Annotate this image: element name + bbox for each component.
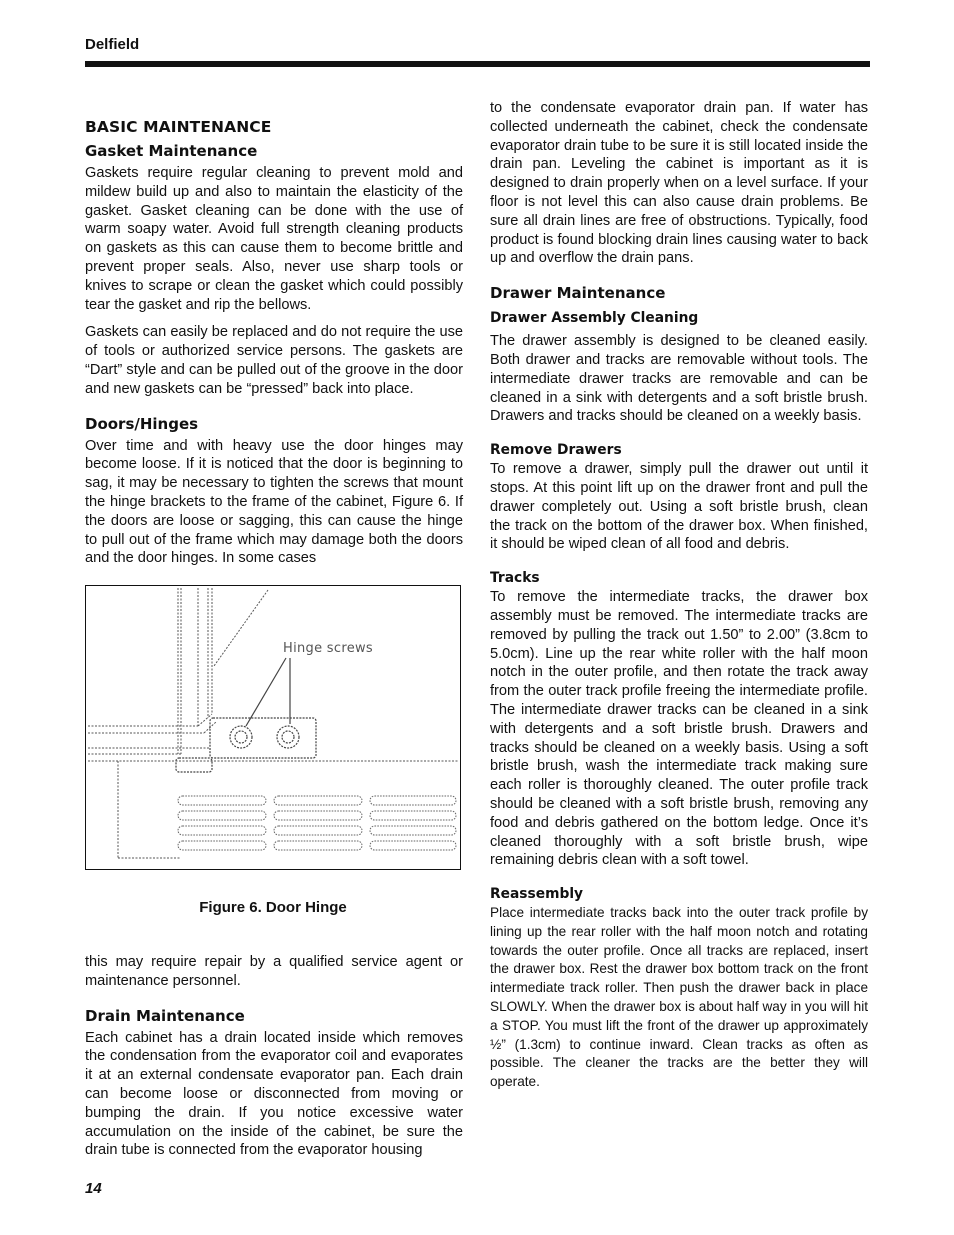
drawer-assembly-paragraph: The drawer assembly is designed to be cleaned easily. Both drawer and tracks are removable without tools. The intermediate drawer tracks are removable and can be cleaned in a sink with detergents and a soft bristle brush. Drawers and tracks should be cleaned on a weekly basis. <box>490 333 868 425</box>
header-rule <box>85 61 870 67</box>
hinge-screws-label: Hinge screws <box>283 641 373 656</box>
reassembly-paragraph: Place intermediate tracks back into the outer track profile by lining up the rear roller with the half moon notch and rotating towards the outer profile. Once all tracks are replaced, insert the drawer box. Rest the drawer box bottom track on the front intermediate track roller. Then push the drawer back in place SLOWLY. When the drawer box is about half way in you will hit a STOP. You must lift the front of the drawer up approximately ½” (1.3cm) to continue inward. Clean tracks as often as possible. The cleaner the tracks are the better they will operate. <box>490 905 868 1090</box>
tracks-paragraph: To remove the intermediate tracks, the drawer box assembly must be removed. The intermediate tracks are removed by pulling the track out 1.50” to 2.00” (3.8cm to 5.0cm). Line up the rear white roller with the half moon notch in the outer profile, and then rotate the track away from the outer track profile freeing the intermediate profile. The intermediate drawer tracks can be cleaned in a sink with detergents and a soft bristle brush. Drawers and tracks should be cleaned on a weekly basis. Using a soft bristle brush, wash the intermediate track making sure each roller is thoroughly cleaned. The outer profile track should be cleaned with a soft bristle brush, removing any food and debris gathered on the bottom ledge. Once it’s cleaned thoroughly with a soft bristle brush, wipe remaining debris clean with a soft towel. <box>490 589 868 869</box>
tracks-heading: Tracks <box>490 570 540 587</box>
header-brand: Delfield <box>85 36 140 53</box>
doors-paragraph-1: Over time and with heavy use the door hinges may become loose. If it is noticed that the door is beginning to sag, it may be necessary to tighten the screws that mount the hinge brackets to the frame of the cabinet, Figure 6. If the doors are loose or sagging, this can cause the hinge to pull out of the frame which may damage both the doors and the door hinges. In some cases <box>85 437 463 567</box>
drawer-assembly-heading: Drawer Assembly Cleaning <box>490 310 699 327</box>
drawer-heading: Drawer Maintenance <box>490 284 666 303</box>
figure-caption: Figure 6. Door Hinge <box>199 899 347 916</box>
left-column-bottom <box>85 953 463 1160</box>
drain-paragraph: Each cabinet has a drain located inside which removes the condensation from the evaporator coil and evaporates it at an external condensate evaporator pan. Each drain can become loose or disconnected from moving or bumping the drain. If you notice excessive water accumulation on the inside of the cabinet, be sure the drain tube is connected from the evaporator housing <box>85 1029 463 1159</box>
drain-heading: Drain Maintenance <box>85 1006 245 1025</box>
remove-drawers-heading: Remove Drawers <box>490 442 622 459</box>
doors-paragraph-2: this may require repair by a qualified service agent or maintenance personnel. <box>85 954 463 989</box>
right-column <box>490 99 868 1092</box>
remove-drawers-paragraph: To remove a drawer, simply pull the drawer out until it stops. At this point lift up on the drawer front and pull the drawer completely out. Using a soft bristle brush, clean the track on the bottom of the drawer box. When finished, it should be wiped clean of all food and debris. <box>490 461 868 553</box>
gasket-heading: Gasket Maintenance <box>85 142 258 160</box>
reassembly-heading: Reassembly <box>490 886 584 903</box>
doors-heading: Doors/Hinges <box>85 414 199 433</box>
drain-paragraph-continued: to the condensate evaporator drain pan. If water has collected underneath the cabinet, check the condensate evaporator drain tube to be sure it is still located inside the drain pan. Leveling the cabinet is important as it is designed to drain properly when on a level surface. If your floor is not level this can also cause drain problems. Be sure all drain lines are free of obstructions. Typically, food product is found blocking drain lines causing water to back up and overflow the drain pans. <box>490 100 868 267</box>
section-title: BASIC MAINTENANCE <box>85 118 272 136</box>
door-hinge-illustration <box>86 586 459 868</box>
gasket-paragraph-1: Gaskets require regular cleaning to prevent mold and mildew build up and also to maintain the elasticity of the gasket. Gasket cleaning can be done with the use of warm soapy water. Avoid full strength cleaning products on gaskets as this can cause them to become brittle and prevent proper seals. Also, never use sharp tools or knives to scrape or clean the gasket which could possibly tear the gasket and rip the bellows. <box>85 165 463 313</box>
door-hinge-figure <box>85 585 461 870</box>
gasket-paragraph-2: Gaskets can easily be replaced and do not require the use of tools or authorized service persons. The gaskets are “Dart” style and can be pulled out of the groove in the door and new gaskets can be “pressed” back into place. <box>85 324 463 397</box>
left-column-top <box>85 118 463 568</box>
page-number: 14 <box>85 1180 102 1197</box>
